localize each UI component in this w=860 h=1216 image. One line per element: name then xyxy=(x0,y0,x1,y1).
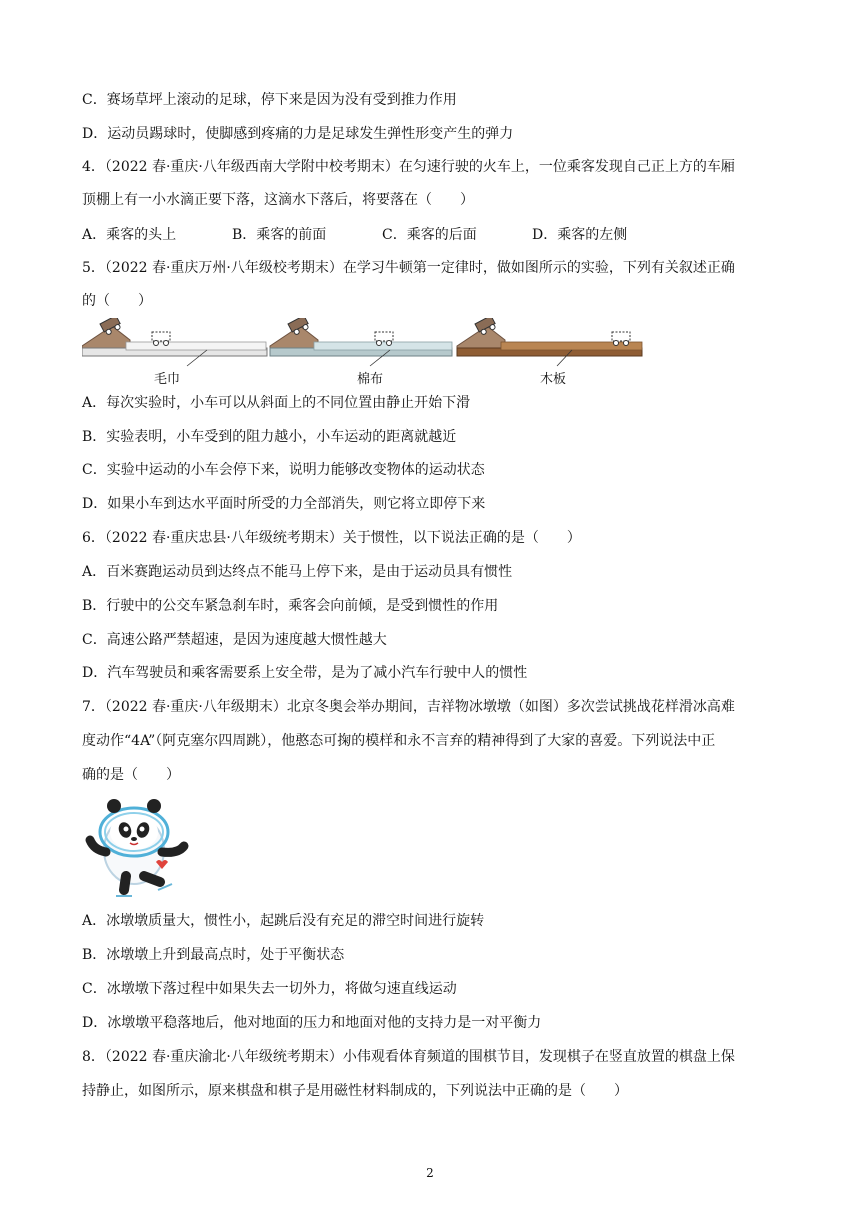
q5-option-b: B．实验表明，小车受到的阻力越小，小车运动的距离就越近 xyxy=(82,429,457,445)
q5-option-a: A．每次实验时，小车可以从斜面上的不同位置由静止开始下滑 xyxy=(82,395,471,411)
cotton-label: 棉布 xyxy=(357,372,384,387)
q8-stem-line2: 持静止，如图所示，原来棋盘和棋子是用磁性材料制成的，下列说法中正确的是（ ） xyxy=(82,1083,628,1099)
q4-stem-line1: 4．（2022 春·重庆·八年级西南大学附中校考期末）在匀速行驶的火车上，一位乘客发现自己正上方的车厢 xyxy=(82,159,735,175)
bing-dwen-dwen-figure xyxy=(84,792,194,900)
q5-option-c: C．实验中运动的小车会停下来，说明力能够改变物体的运动状态 xyxy=(82,462,485,478)
q6-option-b: B．行驶中的公交车紧急刹车时，乘客会向前倾，是受到惯性的作用 xyxy=(82,598,499,614)
cotton-panel xyxy=(270,318,452,366)
q7-stem-line1: 7．（2022 春·重庆·八年级期末）北京冬奥会举办期间，吉祥物冰墩墩（如图）多次尝试挑战花样滑冰高难 xyxy=(82,699,735,715)
q7-option-a: A．冰墩墩质量大，惯性小，起跳后没有充足的滞空时间进行旋转 xyxy=(82,913,485,929)
q4-options xyxy=(82,225,782,245)
towel-label: 毛巾 xyxy=(154,372,181,387)
q5-option-d: D．如果小车到达水平面时所受的力全部消失，则它将立即停下来 xyxy=(82,496,486,512)
q7-option-b: B．冰墩墩上升到最高点时，处于平衡状态 xyxy=(82,947,345,963)
q7-stem-line3: 确的是（ ） xyxy=(82,767,180,783)
q4-option-c: C．乘客的后面 xyxy=(382,227,477,243)
q6-option-d: D．汽车驾驶员和乘客需要系上安全带，是为了减小汽车行驶中人的惯性 xyxy=(82,665,528,681)
q7-stem-line2: 度动作“4A”（阿克塞尔四周跳），他憨态可掬的模样和永不言弃的精神得到了大家的喜爱。下列说法中正 xyxy=(82,733,716,749)
q5-stem-line1: 5．（2022 春·重庆万州·八年级校考期末）在学习牛顿第一定律时，做如图所示的实验，下列有关叙述正确 xyxy=(82,260,735,276)
q7-option-d: D．冰墩墩平稳落地后，他对地面的压力和地面对他的支持力是一对平衡力 xyxy=(82,1015,542,1031)
panda-skater-icon xyxy=(84,792,194,900)
q4-option-a: A．乘客的头上 xyxy=(82,227,177,243)
towel-panel xyxy=(82,318,267,366)
q5-stem-line2: 的（ ） xyxy=(82,293,152,309)
q4-stem-line2: 顶棚上有一小水滴正要下落，这滴水下落后，将要落在（ ） xyxy=(82,192,474,208)
wood-panel xyxy=(457,318,642,366)
q3-option-d: D．运动员踢球时，使脚感到疼痛的力是足球发生弹性形变产生的弹力 xyxy=(82,126,514,142)
q6-stem: 6．（2022 春·重庆忠县·八年级统考期末）关于惯性，以下说法正确的是（ ） xyxy=(82,530,581,546)
q4-option-d: D．乘客的左侧 xyxy=(532,227,628,243)
q6-option-a: A．百米赛跑运动员到达终点不能马上停下来，是由于运动员具有惯性 xyxy=(82,564,513,580)
wood-label: 木板 xyxy=(540,372,567,387)
q7-option-c: C．冰墩墩下落过程中如果失去一切外力，将做匀速直线运动 xyxy=(82,981,457,997)
q5-experiment-figure xyxy=(82,318,647,388)
page-number: 2 xyxy=(426,1166,434,1180)
q4-option-b: B．乘客的前面 xyxy=(232,227,327,243)
q3-option-c: C．赛场草坪上滚动的足球，停下来是因为没有受到推力作用 xyxy=(82,92,457,108)
q8-stem-line1: 8．（2022 春·重庆渝北·八年级统考期末）小伟观看体育频道的围棋节目，发现棋子在竖直放置的棋盘上保 xyxy=(82,1049,735,1065)
q6-option-c: C．高速公路严禁超速，是因为速度越大惯性越大 xyxy=(82,632,387,648)
